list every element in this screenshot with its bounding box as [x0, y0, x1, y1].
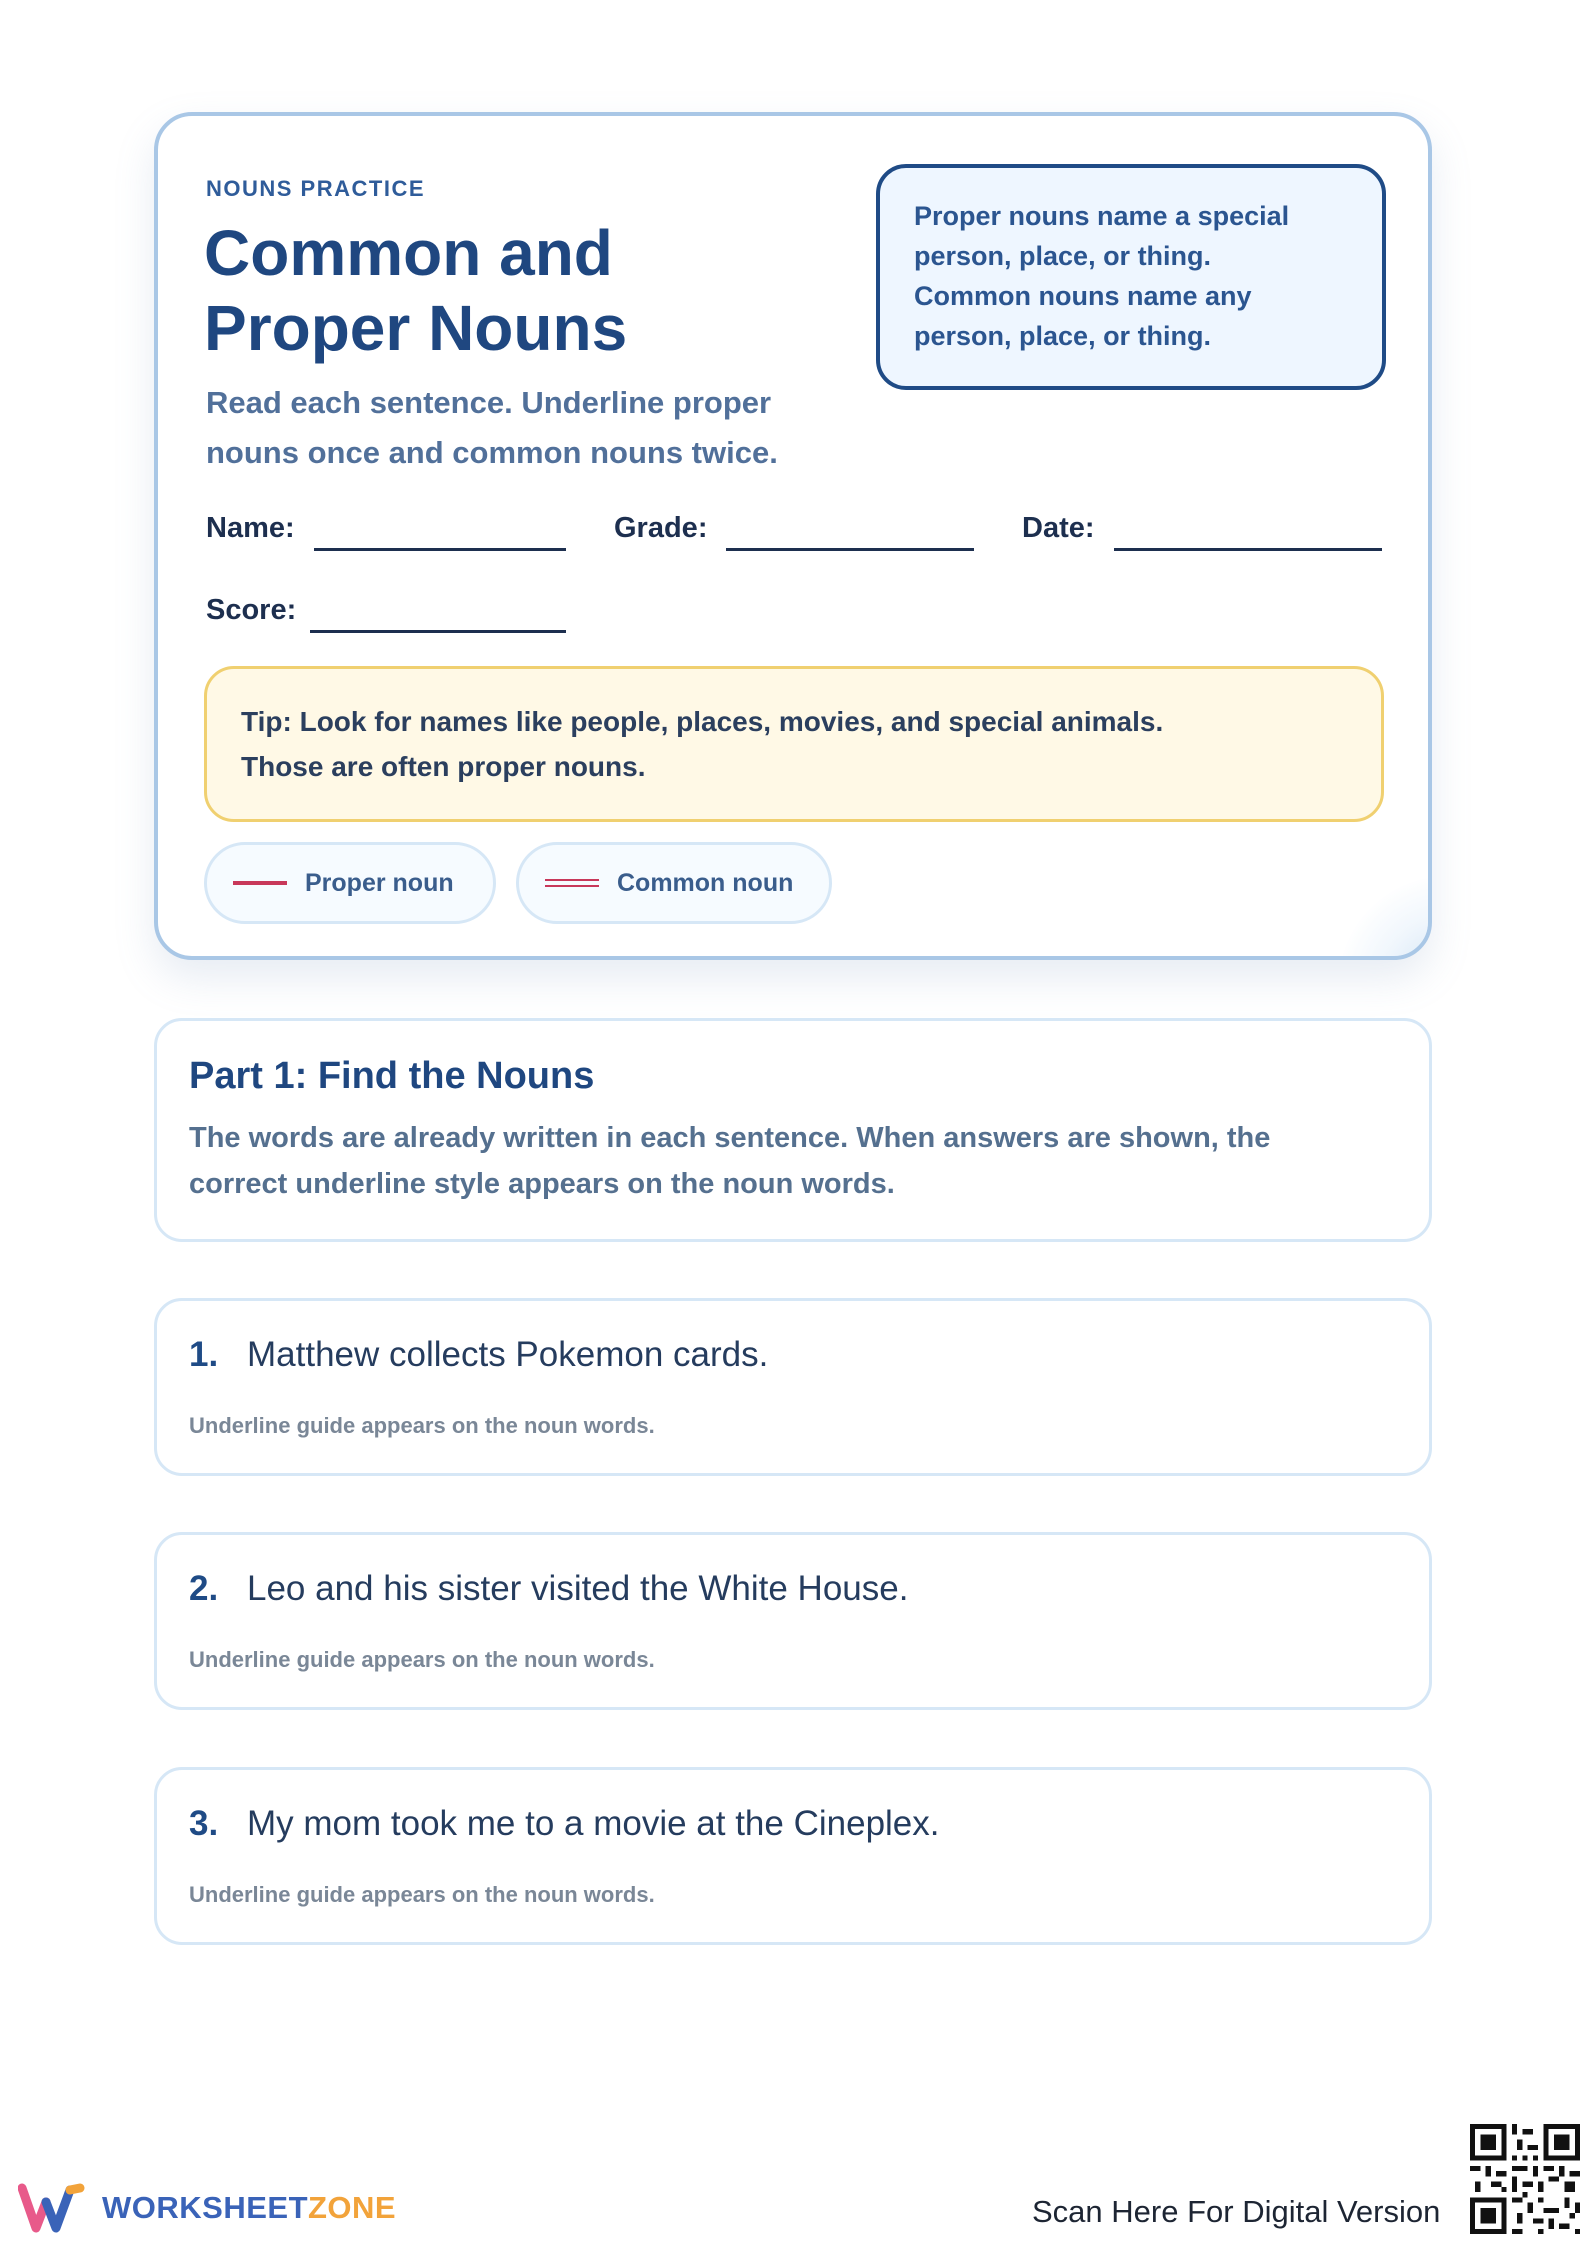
qr-code-icon[interactable]	[1470, 2124, 1580, 2234]
score-label: Score:	[206, 594, 297, 626]
rule-line: Common nouns name any	[914, 281, 1252, 311]
worksheet-header-card	[154, 112, 1432, 960]
question-card	[154, 1767, 1432, 1945]
legend-proper-noun	[204, 842, 496, 924]
question-hint: Underline guide appears on the noun words.	[189, 1647, 655, 1672]
question-sentence: My mom took me to a movie at the Cineplex.	[247, 1804, 940, 1843]
legend-proper-label: Proper noun	[305, 868, 454, 897]
question-card	[154, 1532, 1432, 1710]
noun-rule-box	[876, 164, 1386, 390]
double-underline-swatch	[545, 879, 599, 887]
instructions-line-1: Read each sentence. Underline proper	[206, 385, 772, 420]
part1-desc-line-1: The words are already written in each sentence. When answers are shown, the	[189, 1122, 1271, 1154]
part1-description	[189, 1115, 1399, 1207]
worksheet-instructions	[206, 378, 846, 478]
score-field[interactable]	[310, 630, 566, 633]
tip-line-2: Those are often proper nouns.	[241, 751, 646, 782]
question-hint: Underline guide appears on the noun words.	[189, 1413, 655, 1438]
single-underline-swatch	[233, 881, 287, 885]
title-line-1: Common and	[204, 217, 613, 289]
worksheet-kicker: NOUNS PRACTICE	[206, 176, 426, 201]
tip-box	[204, 666, 1384, 822]
name-label: Name:	[206, 512, 295, 544]
brand-name	[102, 2190, 396, 2226]
name-field[interactable]	[314, 548, 566, 551]
worksheet-title	[204, 216, 627, 366]
question-sentence: Matthew collects Pokemon cards.	[247, 1335, 769, 1374]
grade-field[interactable]	[726, 548, 974, 551]
tip-line-1: Tip: Look for names like people, places, movies, and special animals.	[241, 706, 1164, 737]
legend-common-noun	[516, 842, 832, 924]
part1-card	[154, 1018, 1432, 1242]
worksheetzone-logo[interactable]	[18, 2180, 396, 2236]
title-line-2: Proper Nouns	[204, 292, 628, 364]
question-number: 1.	[189, 1335, 219, 1374]
decorative-glow	[1338, 876, 1432, 960]
brand-part-2: ZONE	[308, 2190, 397, 2225]
question-number: 2.	[189, 1569, 219, 1608]
instructions-line-2: nouns once and common nouns twice.	[206, 435, 778, 470]
date-field[interactable]	[1114, 548, 1382, 551]
w-logo-icon	[18, 2180, 88, 2236]
brand-part-1: WORKSHEET	[102, 2190, 308, 2225]
rule-line: Proper nouns name a special	[914, 201, 1290, 231]
question-number: 3.	[189, 1804, 219, 1843]
question-sentence: Leo and his sister visited the White House.	[247, 1569, 909, 1608]
legend-common-label: Common noun	[617, 868, 794, 897]
grade-label: Grade:	[614, 512, 708, 544]
question-card	[154, 1298, 1432, 1476]
rule-line: person, place, or thing.	[914, 321, 1212, 351]
rule-line: person, place, or thing.	[914, 241, 1212, 271]
part1-desc-line-2: correct underline style appears on the noun words.	[189, 1168, 895, 1200]
part1-title: Part 1: Find the Nouns	[189, 1055, 595, 1097]
question-hint: Underline guide appears on the noun words.	[189, 1882, 655, 1907]
date-label: Date:	[1022, 512, 1095, 544]
scan-instruction: Scan Here For Digital Version	[1032, 2194, 1441, 2229]
